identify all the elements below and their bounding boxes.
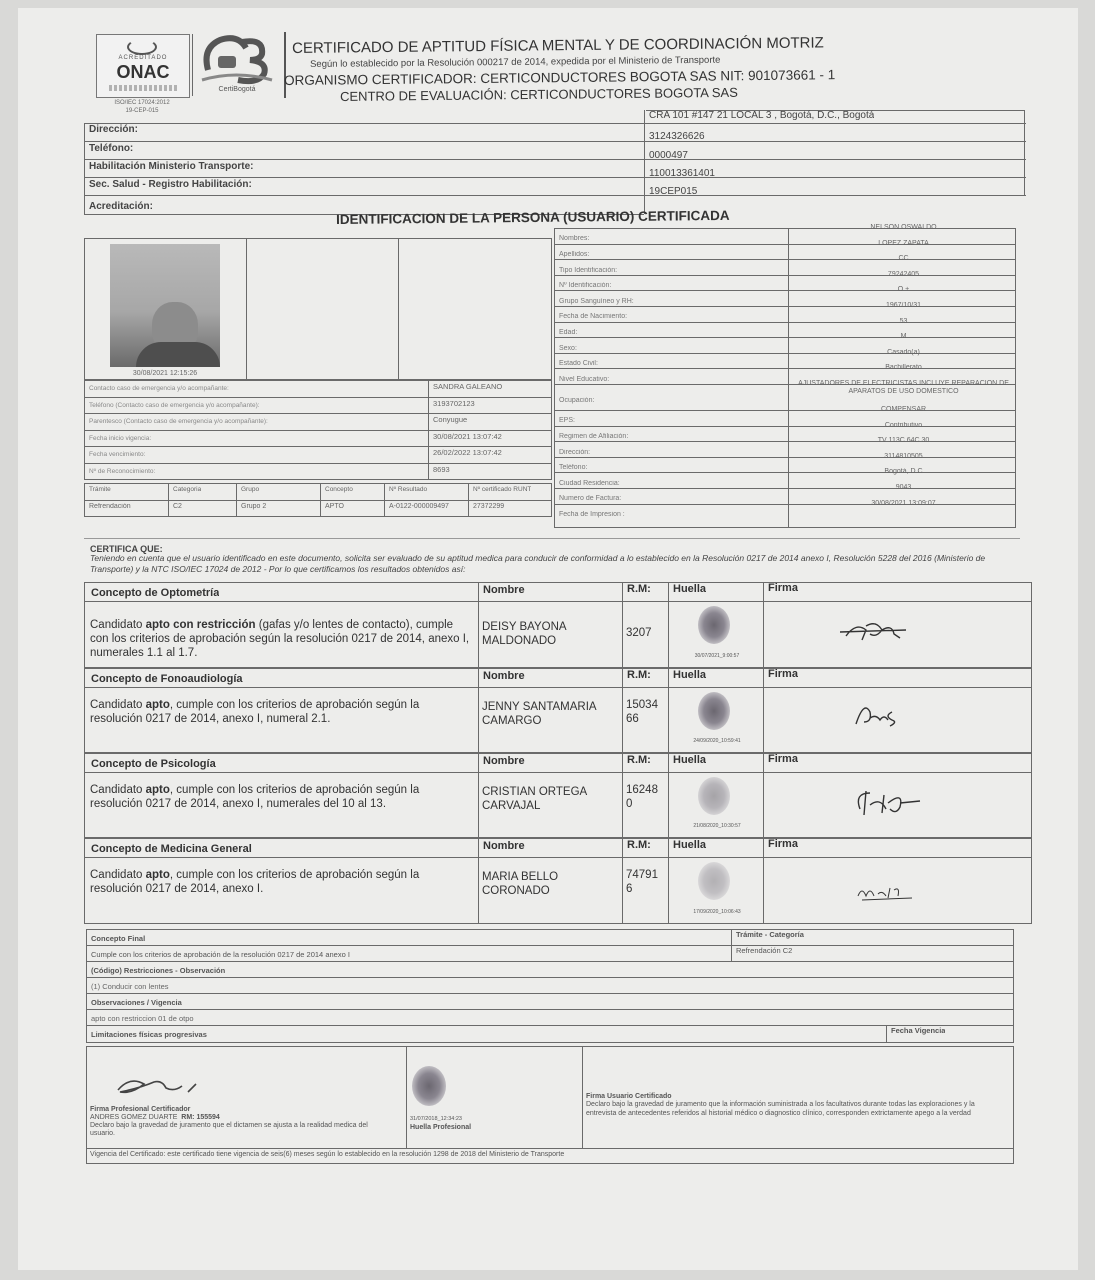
col-divider <box>668 753 669 838</box>
fingerprint-timestamp: 21/08/2020_10:30:57 <box>693 823 741 829</box>
rm-header: R.M: <box>627 583 651 595</box>
col-divider <box>668 668 669 753</box>
person-field-value: NELSON OSWALDO <box>870 224 937 231</box>
concept-title: Concepto de Psicología <box>91 758 216 770</box>
habilitacion-label: Habilitación Ministerio Transporte: <box>89 161 254 172</box>
person-field-value: 30/08/2021 13:09:07 <box>871 499 936 507</box>
organismo-certificador: ORGANISMO CERTIFICADOR: CERTICONDUCTORES BOGOTA SAS NIT: 901073661 - 1 <box>284 67 836 88</box>
person-field-value: O + <box>897 286 910 294</box>
person-field-label: Regimen de Afiliación: <box>559 432 629 440</box>
direccion-label: Dirección: <box>89 124 138 135</box>
col-divider <box>763 668 764 753</box>
certificate-validity-note: Vigencia del Certificado: este certificado tiene vigencia de seis(6) meses según lo establecido en la resolución 1298 de 2018 del Ministerio de Transporte <box>90 1151 565 1158</box>
concept-title: Concepto de Medicina General <box>91 843 252 855</box>
person-field-value: Casado(a) <box>887 348 920 356</box>
concept-title: Concepto de Optometría <box>91 587 220 599</box>
document-subtitle: Según lo establecido por la Resolución 000217 de 2014, expedida por el Ministerio de Transporte <box>310 54 721 70</box>
onac-top-text: ACREDITADO <box>118 55 168 61</box>
concept-title: Concepto de Fonoaudiología <box>91 673 243 685</box>
person-field-value: 1967/10/31 <box>885 302 922 309</box>
certifica-title: CERTIFICA QUE: <box>90 544 163 554</box>
user-declaration: Declaro bajo la gravedad de juramento que la información suministrada a los facultativos durante todas las exploraciones y la entrevista de antecedentes referidos al historial médico o diagnostico clínico, corresponden extrictamente apego a la verdad <box>586 1101 975 1117</box>
col-divider <box>763 753 764 838</box>
contact-label: Parentesco (Contacto caso de emergencia y/o acompañante): <box>89 418 268 426</box>
contact-label: Contacto caso de emergencia y/o acompañante: <box>89 385 229 392</box>
concept-text-post: , cumple con los criterios de aprobación según la resolución 0217 de 2014, anexo I, numeral 2.1. <box>90 699 420 725</box>
fingerprint-timestamp: 17/09/2020_10:06:43 <box>693 909 741 915</box>
person-field-label: Ocupación: <box>559 396 595 404</box>
onac-logo <box>96 34 190 98</box>
onac-fine-print <box>109 85 177 91</box>
registro-habilitacion-value: 110013361401 <box>649 168 715 179</box>
person-field-value: 53 <box>899 317 908 325</box>
col-divider <box>468 483 469 517</box>
row-divider <box>84 857 1032 858</box>
professional-name: DEISY BAYONA MALDONADO <box>482 621 566 647</box>
person-field-value: AJUSTADORES DE ELECTRICISTAS INCLUYE REPARACIÓN DE APARATOS DE USO DOMESTICO <box>798 380 1009 395</box>
onac-swoosh-icon <box>127 39 157 55</box>
person-field-label: Nivel Educativo: <box>559 375 610 383</box>
onac-code: 19-CEP-015 <box>125 108 159 114</box>
nombre-header: Nombre <box>483 755 525 767</box>
identification-title: IDENTIFICACION DE LA PERSONA (USUARIO) CERTIFICADA <box>336 207 730 227</box>
contact-value: SANDRA GALEANO <box>433 382 503 391</box>
person-field-label: Grupo Sanguíneo y RH: <box>559 297 634 305</box>
direccion-value: CRA 101 #147 21 LOCAL 3 , Bogotá, D.C., Bogotá <box>649 110 875 121</box>
person-field-value: COMPENSAR <box>880 406 927 413</box>
col-divider <box>622 668 623 753</box>
concepto-final-label: Concepto Final <box>91 934 146 943</box>
certibogota-emblem-icon <box>198 30 276 88</box>
signature-icon <box>852 878 932 910</box>
professional-name: CRISTIAN ORTEGA CARVAJAL <box>482 786 587 812</box>
col-divider <box>478 838 479 924</box>
huella-header: Huella <box>673 754 707 766</box>
concept-text-post: , cumple con los criterios de aprobación según la resolución 0217 de 2014, anexo I. <box>90 869 420 895</box>
fingerprint <box>698 777 730 815</box>
fingerprint-timestamp: 30/07/2021_9:00:57 <box>694 653 740 659</box>
person-field-value: Contributivo <box>884 421 923 429</box>
contact-value: 26/02/2022 13:07:42 <box>433 448 502 458</box>
observaciones-value: apto con restriccion 01 de otpo <box>91 1014 194 1023</box>
professional-rm: 3207 <box>626 627 652 639</box>
concept-text-pre: Candidato <box>90 869 146 881</box>
person-field-label: Dirección: <box>559 448 591 456</box>
nombre-header: Nombre <box>483 670 525 682</box>
nombre-header: Nombre <box>483 840 525 852</box>
row-divider <box>84 446 552 447</box>
professional-fingerprint <box>412 1066 446 1106</box>
telefono-value: 3124326626 <box>649 131 705 142</box>
concept-text-pre: Candidato <box>90 784 146 796</box>
fingerprint <box>698 862 730 900</box>
person-field-label: Fecha de Impresion : <box>559 510 625 518</box>
professional-name-line <box>90 1114 220 1121</box>
col-divider <box>668 838 669 924</box>
professional-fingerprint-label: Huella Profesional <box>410 1124 472 1131</box>
concept-text-post: , cumple con los criterios de aprobación según la resolución 0217 de 2014, anexo I, numerales del 10 al 13. <box>90 784 420 810</box>
person-field-value: CC <box>898 255 909 263</box>
photo-timestamp: 30/08/2021 12:15:26 <box>132 370 198 377</box>
firma-header: Firma <box>768 753 798 765</box>
user-photo <box>110 244 220 367</box>
person-field-label: Nombres: <box>559 235 590 243</box>
firma-header: Firma <box>768 838 798 850</box>
person-field-label: Estado Civil: <box>559 360 598 368</box>
col-divider <box>478 668 479 753</box>
acreditacion-label: Acreditación: <box>89 201 153 212</box>
concept-text-bold: apto <box>145 869 170 881</box>
registro-habilitacion-label: Sec. Salud - Registro Habilitación: <box>89 179 252 190</box>
concept-text-bold: apto <box>145 784 170 796</box>
tramite-header: Categoria <box>173 486 202 493</box>
row-divider <box>84 413 552 414</box>
tramite-value: Refrendación <box>89 503 131 510</box>
person-field-value: TV 113C 64C 30 <box>877 437 930 445</box>
professional-rm: 162480 <box>626 784 658 810</box>
tramite-header: Concepto <box>325 486 353 493</box>
professional-fingerprint-timestamp: 31/07/2018_12:34:23 <box>410 1116 462 1122</box>
acreditacion-value: 19CEP015 <box>649 186 698 197</box>
document-title: CERTIFICADO DE APTITUD FÍSICA MENTAL Y DE COORDINACIÓN MOTRIZ <box>292 34 824 57</box>
rm-header: R.M: <box>627 839 651 851</box>
contact-value: Conyugue <box>433 415 468 425</box>
col-divider <box>622 753 623 838</box>
tramite-categoria-label: Trámite - Categoría <box>736 930 804 939</box>
concept-text-bold: apto <box>145 699 170 711</box>
concept-text-post: (gafas y/o lentes de contacto), cumple con los criterios de aprobación según la resolución 0217 de 2014, anexo I, numerales 1.1 al 1.7. <box>90 619 470 659</box>
tramite-categoria-value: Refrendación C2 <box>736 946 793 955</box>
firma-header: Firma <box>768 668 798 680</box>
person-field-value: Bachillerato <box>885 364 922 372</box>
professional-name: MARIA BELLO CORONADO <box>482 871 559 897</box>
contact-label: Nº de Reconocimiento: <box>89 468 156 475</box>
observaciones-label: Observaciones / Vigencia <box>91 998 182 1007</box>
fingerprint <box>698 692 730 730</box>
logo-divider <box>192 34 193 96</box>
concepto-final-value: Cumple con los criterios de aprobación de la resolución 0217 de 2014 anexo I <box>91 950 350 959</box>
concept-text-bold: apto con restricción <box>145 619 256 631</box>
col-divider <box>478 753 479 838</box>
telefono-label: Teléfono: <box>89 143 134 154</box>
restricciones-label: (Código) Restricciones - Observación <box>91 966 226 975</box>
person-field-value: LOPEZ ZAPATA <box>878 239 929 247</box>
row-divider <box>84 430 552 431</box>
restricciones-value: (1) Conducir con lentes <box>91 982 169 991</box>
signature-icon <box>836 616 916 648</box>
professional-signature-title: Firma Profesional Certificador <box>90 1106 191 1113</box>
col-divider <box>763 582 764 668</box>
person-field-label: Ciudad Residencia: <box>559 479 620 487</box>
col-divider <box>236 483 237 517</box>
huella-header: Huella <box>673 669 707 681</box>
contact-value: 8693 <box>433 465 450 474</box>
rm-header: R.M: <box>627 754 651 766</box>
limitaciones-label: Limitaciones físicas progresivas <box>91 1030 207 1039</box>
row-divider <box>84 397 552 398</box>
contact-label: Fecha inicio vigencia: <box>89 434 152 442</box>
nombre-header: Nombre <box>483 584 525 596</box>
concept-text-pre: Candidato <box>90 619 146 631</box>
professional-name: ANDRES GOMEZ DUARTE <box>90 1114 178 1121</box>
person-field-label: Fecha de Nacimiento: <box>559 313 628 321</box>
person-field-value: M <box>900 333 907 341</box>
professional-rm: 1503466 <box>626 699 658 725</box>
centro-evaluacion: CENTRO DE EVALUACIÓN: CERTICONDUCTORES BOGOTA SAS <box>340 84 738 104</box>
person-field-value: 79242405 <box>887 270 920 278</box>
professional-rm: RM: 155594 <box>181 1114 220 1121</box>
certifica-text: Teniendo en cuenta que el usuario identificado en este documento, solicita ser evaluado de su aptitud medica para conducir de conformidad a lo establecido en la Resolución 0217 de 2014 anexo I, Resolución 5228 del 2016 (Ministerio de Transporte) y la NTC ISO/IEC 17024 de 2012 - Por lo que certificamos los resultados obtenidos así: <box>90 553 986 574</box>
col-divider <box>622 838 623 924</box>
tramite-value: 27372299 <box>473 503 505 510</box>
huella-header: Huella <box>673 839 707 851</box>
col-divider <box>763 838 764 924</box>
person-field-value: Bogotá, D.C <box>884 468 923 476</box>
habilitacion-value: 0000497 <box>649 150 688 161</box>
tramite-header: Grupo <box>241 486 260 493</box>
professional-declaration: Declaro bajo la gravedad de juramento que el dictamen se ajusta a la realidad medica del usuario. <box>90 1122 368 1137</box>
professional-signature-icon <box>110 1072 210 1100</box>
tramite-value: C2 <box>173 503 182 510</box>
fingerprint-timestamp: 24/09/2020_10:59:41 <box>693 738 741 744</box>
tramite-header: Trámite <box>89 486 111 493</box>
col-divider <box>168 483 169 517</box>
row-divider <box>84 463 552 464</box>
onac-iso: ISO/IEC 17024:2012 <box>114 100 170 106</box>
person-field-label: Teléfono: <box>559 464 588 472</box>
col-divider <box>622 582 623 668</box>
huella-header: Huella <box>673 583 707 595</box>
contact-value: 30/08/2021 13:07:42 <box>433 431 502 441</box>
person-field-label: EPS: <box>559 417 575 425</box>
person-field-value: 3114810505 <box>884 452 923 460</box>
person-field-label: Edad: <box>559 328 578 336</box>
rm-header: R.M: <box>627 669 651 681</box>
firma-header: Firma <box>768 582 798 594</box>
row-divider <box>84 687 1032 688</box>
tramite-value: Grupo 2 <box>241 503 267 510</box>
tramite-header: Nº Resultado <box>389 486 428 493</box>
concept-text <box>90 618 474 660</box>
contact-label: Fecha vencimiento: <box>89 451 146 459</box>
concept-text <box>90 868 474 896</box>
header-divider <box>284 32 286 98</box>
person-field-label: Numero de Factura: <box>559 495 622 503</box>
col-divider <box>478 582 479 668</box>
fingerprint <box>698 606 730 644</box>
person-field-label: Nº Identificación: <box>559 282 612 290</box>
signature-icon <box>850 698 930 730</box>
person-field-label: Tipo Identificación: <box>559 266 618 274</box>
person-field-label: Apellidos: <box>559 250 590 258</box>
row-divider <box>84 772 1032 773</box>
tramite-value: APTO <box>325 503 344 510</box>
person-field-label: Sexo: <box>559 344 577 352</box>
signature-icon <box>850 787 930 819</box>
col-divider <box>668 582 669 668</box>
certibogota-logo <box>198 30 276 96</box>
tramite-value: A-0122-000009497 <box>389 503 449 510</box>
professional-name: JENNY SANTAMARIA CAMARGO <box>482 701 596 727</box>
user-signature-title: Firma Usuario Certificado <box>586 1093 672 1100</box>
person-field-value: 9043 <box>895 484 912 491</box>
concept-text <box>90 783 474 811</box>
contact-value: 3193702123 <box>433 398 475 408</box>
col-divider <box>384 483 385 517</box>
contact-label: Teléfono (Contacto caso de emergencia y/o acompañante): <box>89 401 260 409</box>
concept-text-pre: Candidato <box>90 699 146 711</box>
certibogota-text: CertiBogotá <box>218 86 256 93</box>
row-divider <box>84 601 1032 602</box>
photo-shoulders <box>136 342 220 367</box>
fecha-vigencia-label: Fecha Vigencia <box>891 1026 946 1035</box>
professional-rm: 747916 <box>626 869 658 895</box>
col-divider <box>320 483 321 517</box>
concept-text <box>90 698 474 726</box>
tramite-header: Nº certificado RUNT <box>473 486 532 493</box>
onac-name: ONAC <box>116 62 170 82</box>
